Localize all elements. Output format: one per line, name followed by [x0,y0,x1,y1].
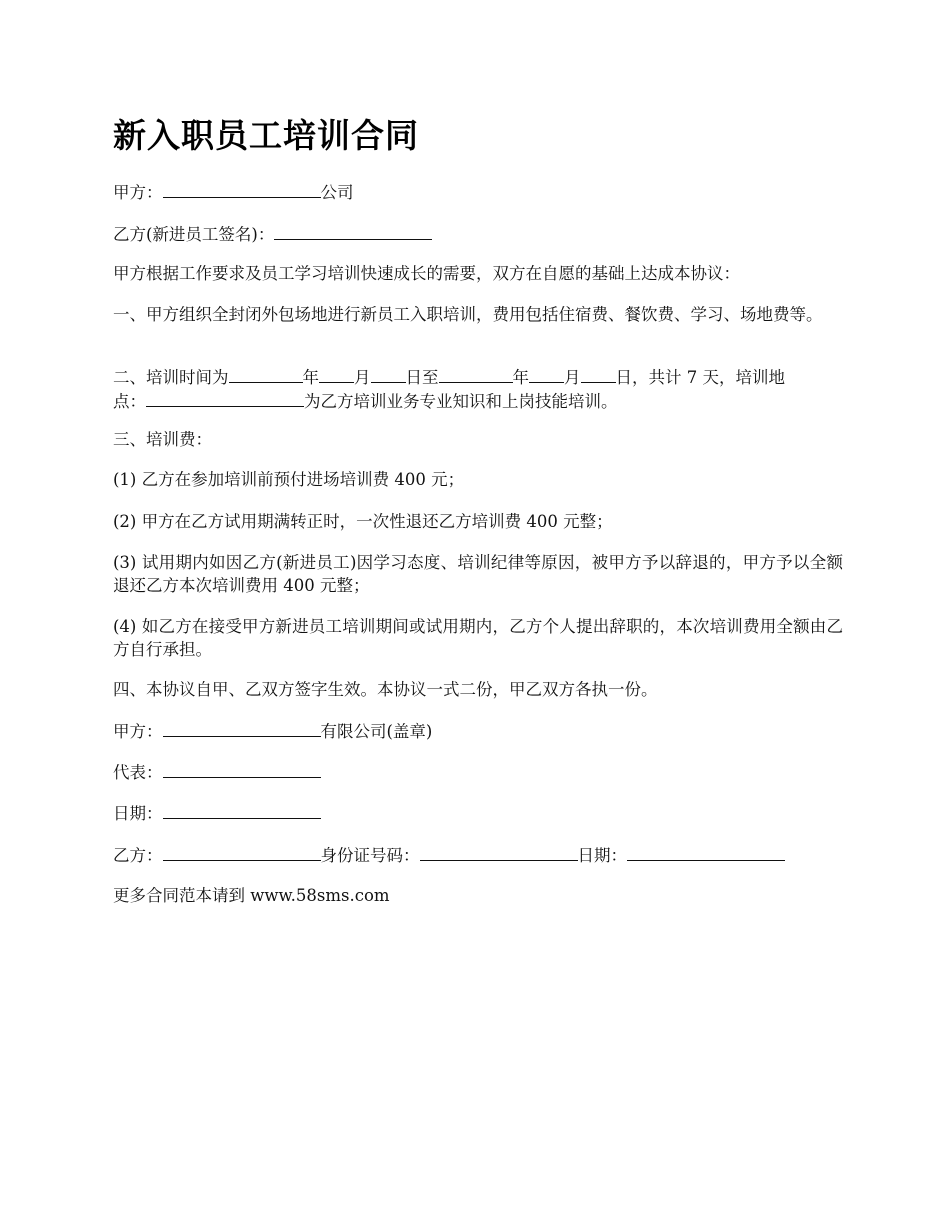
party-b-label: 乙方(新进员工签名)： [113,225,275,244]
document-title: 新入职员工培训合同 [113,116,419,155]
clause-1: 一、甲方组织全封闭外包场地进行新员工入职培训，费用包括住宿费、餐饮费、学习、场地费等。 [113,305,823,324]
sign-id-label: 身份证号码： [320,846,420,865]
clause-4: 四、本协议自甲、乙双方签字生效。本协议一式二份，甲乙双方各执一份。 [113,680,658,699]
start-month-blank [319,365,354,383]
sign-rep-line [113,760,843,784]
party-b-blank [274,222,432,240]
day-to-label: 日至 [405,368,439,387]
clause-2-prefix: 二、培训时间为 [113,368,229,387]
end-day-blank [581,365,616,383]
place-blank [146,389,304,407]
start-day-blank [371,365,406,383]
sign-party-a-blank [163,719,321,737]
sign-party-b-blank [163,843,321,861]
clause-3-item-1: (1) 乙方在参加培训前预付进场培训费 400 元； [113,470,465,489]
sign-party-a-label: 甲方： [113,722,163,741]
sign-party-a-line [113,719,843,743]
start-year-blank [229,365,303,383]
sign-date2-label: 日期： [577,846,627,865]
sign-party-b-label: 乙方： [113,846,163,865]
sign-id-blank [420,843,578,861]
intro-paragraph: 甲方根据工作要求及员工学习培训快速成长的需要，双方在自愿的基础上达成本协议： [113,264,740,283]
clause-3-item-4: (4) 如乙方在接受甲方新进员工培训期间或试用期内，乙方个人提出辞职的，本次培训费用全额由乙方自行承担。 [113,617,843,659]
month-label-2: 月 [564,368,581,387]
party-a-suffix: 公司 [320,183,354,202]
day-total-label: 日，共计 7 天，培训地 [615,368,785,387]
sign-party-a-suffix: 有限公司(盖章) [320,722,433,741]
clause-3-item-3: (3) 试用期内如因乙方(新进员工)因学习态度、培训纪律等原因，被甲方予以辞退的，甲方予以全额退还乙方本次培训费用 400 元整； [113,553,843,595]
footer-note: 更多合同范本请到 www.58sms.com [113,886,390,905]
clause-3-item-2: (2) 甲方在乙方试用期满转正时，一次性退还乙方培训费 400 元整； [113,512,613,531]
sign-party-b-line [113,843,843,867]
clause-2-line-2 [113,389,843,413]
party-a-line [113,180,843,204]
clause-2-line-1 [113,365,843,389]
party-a-label: 甲方： [113,183,163,202]
sign-rep-blank [163,760,321,778]
sign-date-label: 日期： [113,804,163,823]
year-label: 年 [302,368,319,387]
place-label: 点： [113,392,146,411]
sign-date2-blank [627,843,785,861]
party-a-blank [163,180,321,198]
clause-3-heading: 三、培训费： [113,430,212,449]
end-year-blank [439,365,513,383]
sign-rep-label: 代表： [113,763,163,782]
party-b-line [113,222,843,246]
clause-2 [113,365,843,413]
place-suffix: 为乙方培训业务专业知识和上岗技能培训。 [304,392,618,411]
month-label: 月 [354,368,371,387]
year-label-2: 年 [512,368,529,387]
sign-date-blank [163,801,321,819]
sign-date-line [113,801,843,825]
end-month-blank [529,365,564,383]
